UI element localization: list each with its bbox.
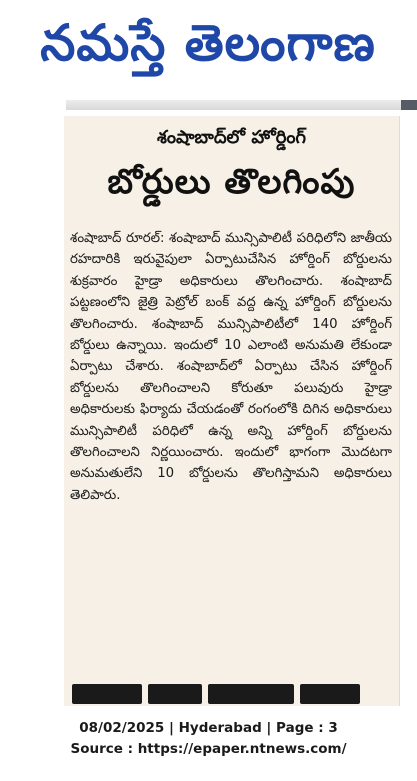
divider-cap bbox=[401, 100, 417, 110]
masthead-title: నమస్తే తెలంగాణ bbox=[40, 14, 376, 72]
cropped-next-headline bbox=[72, 684, 392, 706]
article-body: శంషాబాద్ రూరల్: శంషాబాద్ మున్సిపాలిటీ పరిధిలోని జాతీయ రహదారికి ఇరువైపులా ఏర్పాటుచేసిన హోర్డింగ్ బోర్డులను శుక్రవారం హైడ్రా అధికారులు తొలగించారు. శంషాబాద్ పట్టణంలోని జైత్రి పెట్రోల్ బంక్ వద్ద ఉన్న హోర్డింగ్ బోర్డులను తొలగించారు. శంషాబాద్ మున్సిపాలిటీలో 140 హోర్డింగ్ బోర్డులు ఉన్నాయి. ఇందులో 10 ఎలాంటి అనుమతి లేకుండా ఏర్పాటు చేశారు. శంషాబాద్‌లో ఏర్పాటు చేసిన హోర్డింగ్ బోర్డులను తొలగించాలని కోరుతూ పలువురు హైడ్రా అధికారులకు ఫిర్యాదు చేయడంతో రంగంలోకి దిగిన అధికారులు మున్సిపాలిటీ పరిధిలో ఉన్న అన్ని హోర్డింగ్ బోర్డులను తొలగించాలని నిర్ణయించారు. ఇందులో భాగంగా మొదటగా అనుమతులేని 10 బోర్డులను తొలగిస్తామని అధికారులు తెలిపారు. bbox=[70, 231, 392, 503]
divider-rule bbox=[66, 100, 417, 110]
footer-date-edition: 08/02/2025 | Hyderabad | Page : 3 bbox=[79, 720, 338, 736]
news-clipping bbox=[64, 116, 400, 706]
article-kicker: శంషాబాద్‌లో హోర్డింగ్ bbox=[156, 127, 307, 148]
masthead bbox=[0, 0, 417, 92]
article-headline: బోర్డులు తొలగింపు bbox=[107, 162, 356, 202]
footer-source: Source : https://epaper.ntnews.com/ bbox=[70, 741, 347, 757]
